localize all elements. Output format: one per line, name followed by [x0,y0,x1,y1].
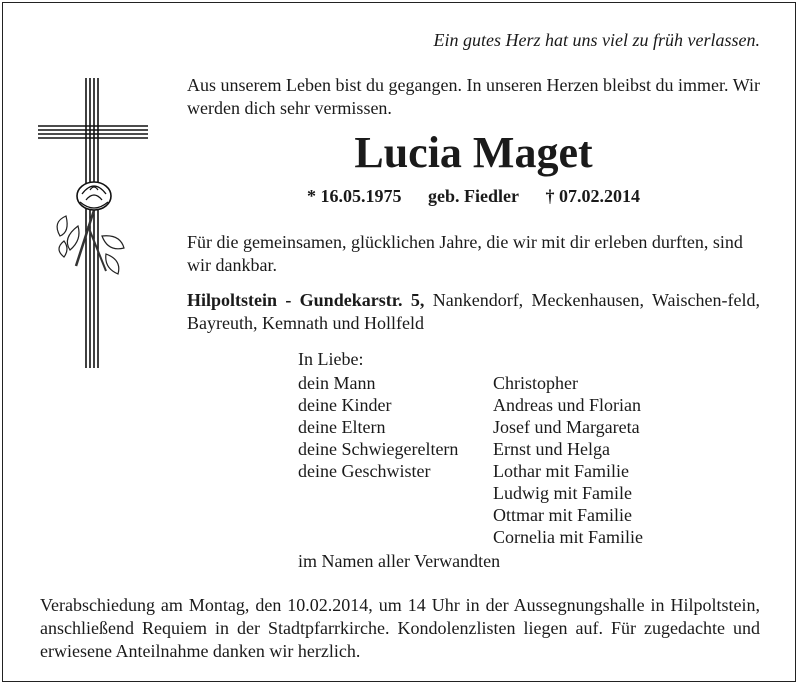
mourner-names: Andreas und Florian [493,395,641,415]
birth-date: * 16.05.1975 [307,186,402,206]
mourner-row [298,438,698,460]
mourner-row [298,460,698,482]
mourners-closing: im Namen aller Verwandten [298,551,501,571]
mourner-names: Lothar mit Familie [493,461,629,481]
death-date: † 07.02.2014 [545,186,640,206]
mourner-names: Cornelia mit Familie [493,527,643,547]
mourner-row [298,482,698,504]
mourners-intro: In Liebe: [298,349,364,369]
mourners-list [298,372,698,548]
relation: deine Kinder [298,395,392,415]
residence-text [187,289,760,335]
address: Hilpoltstein - Gundekarstr. 5, [187,290,425,310]
mourner-names: Ernst und Helga [493,439,610,459]
mourner-names: Josef und Margareta [493,417,640,437]
mourner-row [298,416,698,438]
deceased-name: Lucia Maget [354,128,593,177]
cross-with-rose-icon [36,76,150,376]
relation: deine Geschwister [298,461,431,481]
service-details: Verabschiedung am Montag, den 10.02.2014, um 14 Uhr in der Aussegnungshalle in Hilpoltstein, anschließend Requiem in der Stadtpfarrkirche. Kondolenzlisten liegen auf. Für zugedachte und erwiesene Anteilnahme danken wir herzlich. [40,595,760,661]
mourner-row [298,526,698,548]
motto: Ein gutes Herz hat uns viel zu früh verlassen. [433,30,760,50]
mourner-row [298,504,698,526]
thanks-text: Für die gemeinsamen, glücklichen Jahre, die wir mit dir erleben durften, sind wir dankbar. [187,232,743,275]
mourner-names: Ludwig mit Famile [493,483,632,503]
mourner-row [298,372,698,394]
mourner-names: Christopher [493,373,578,393]
mourner-row [298,394,698,416]
intro-text: Aus unserem Leben bist du gegangen. In unseren Herzen bleibst du immer. Wir werden dich sehr vermissen. [187,75,760,118]
life-dates [187,186,760,207]
relation: dein Mann [298,373,376,393]
maiden-name: geb. Fiedler [428,186,519,206]
towns: Nankendorf, Meckenhausen, Waischen-feld, Bayreuth, Kemnath und Hollfeld [187,290,760,333]
mourner-names: Ottmar mit Familie [493,505,632,525]
relation: deine Schwiegereltern [298,439,459,459]
relation: deine Eltern [298,417,386,437]
